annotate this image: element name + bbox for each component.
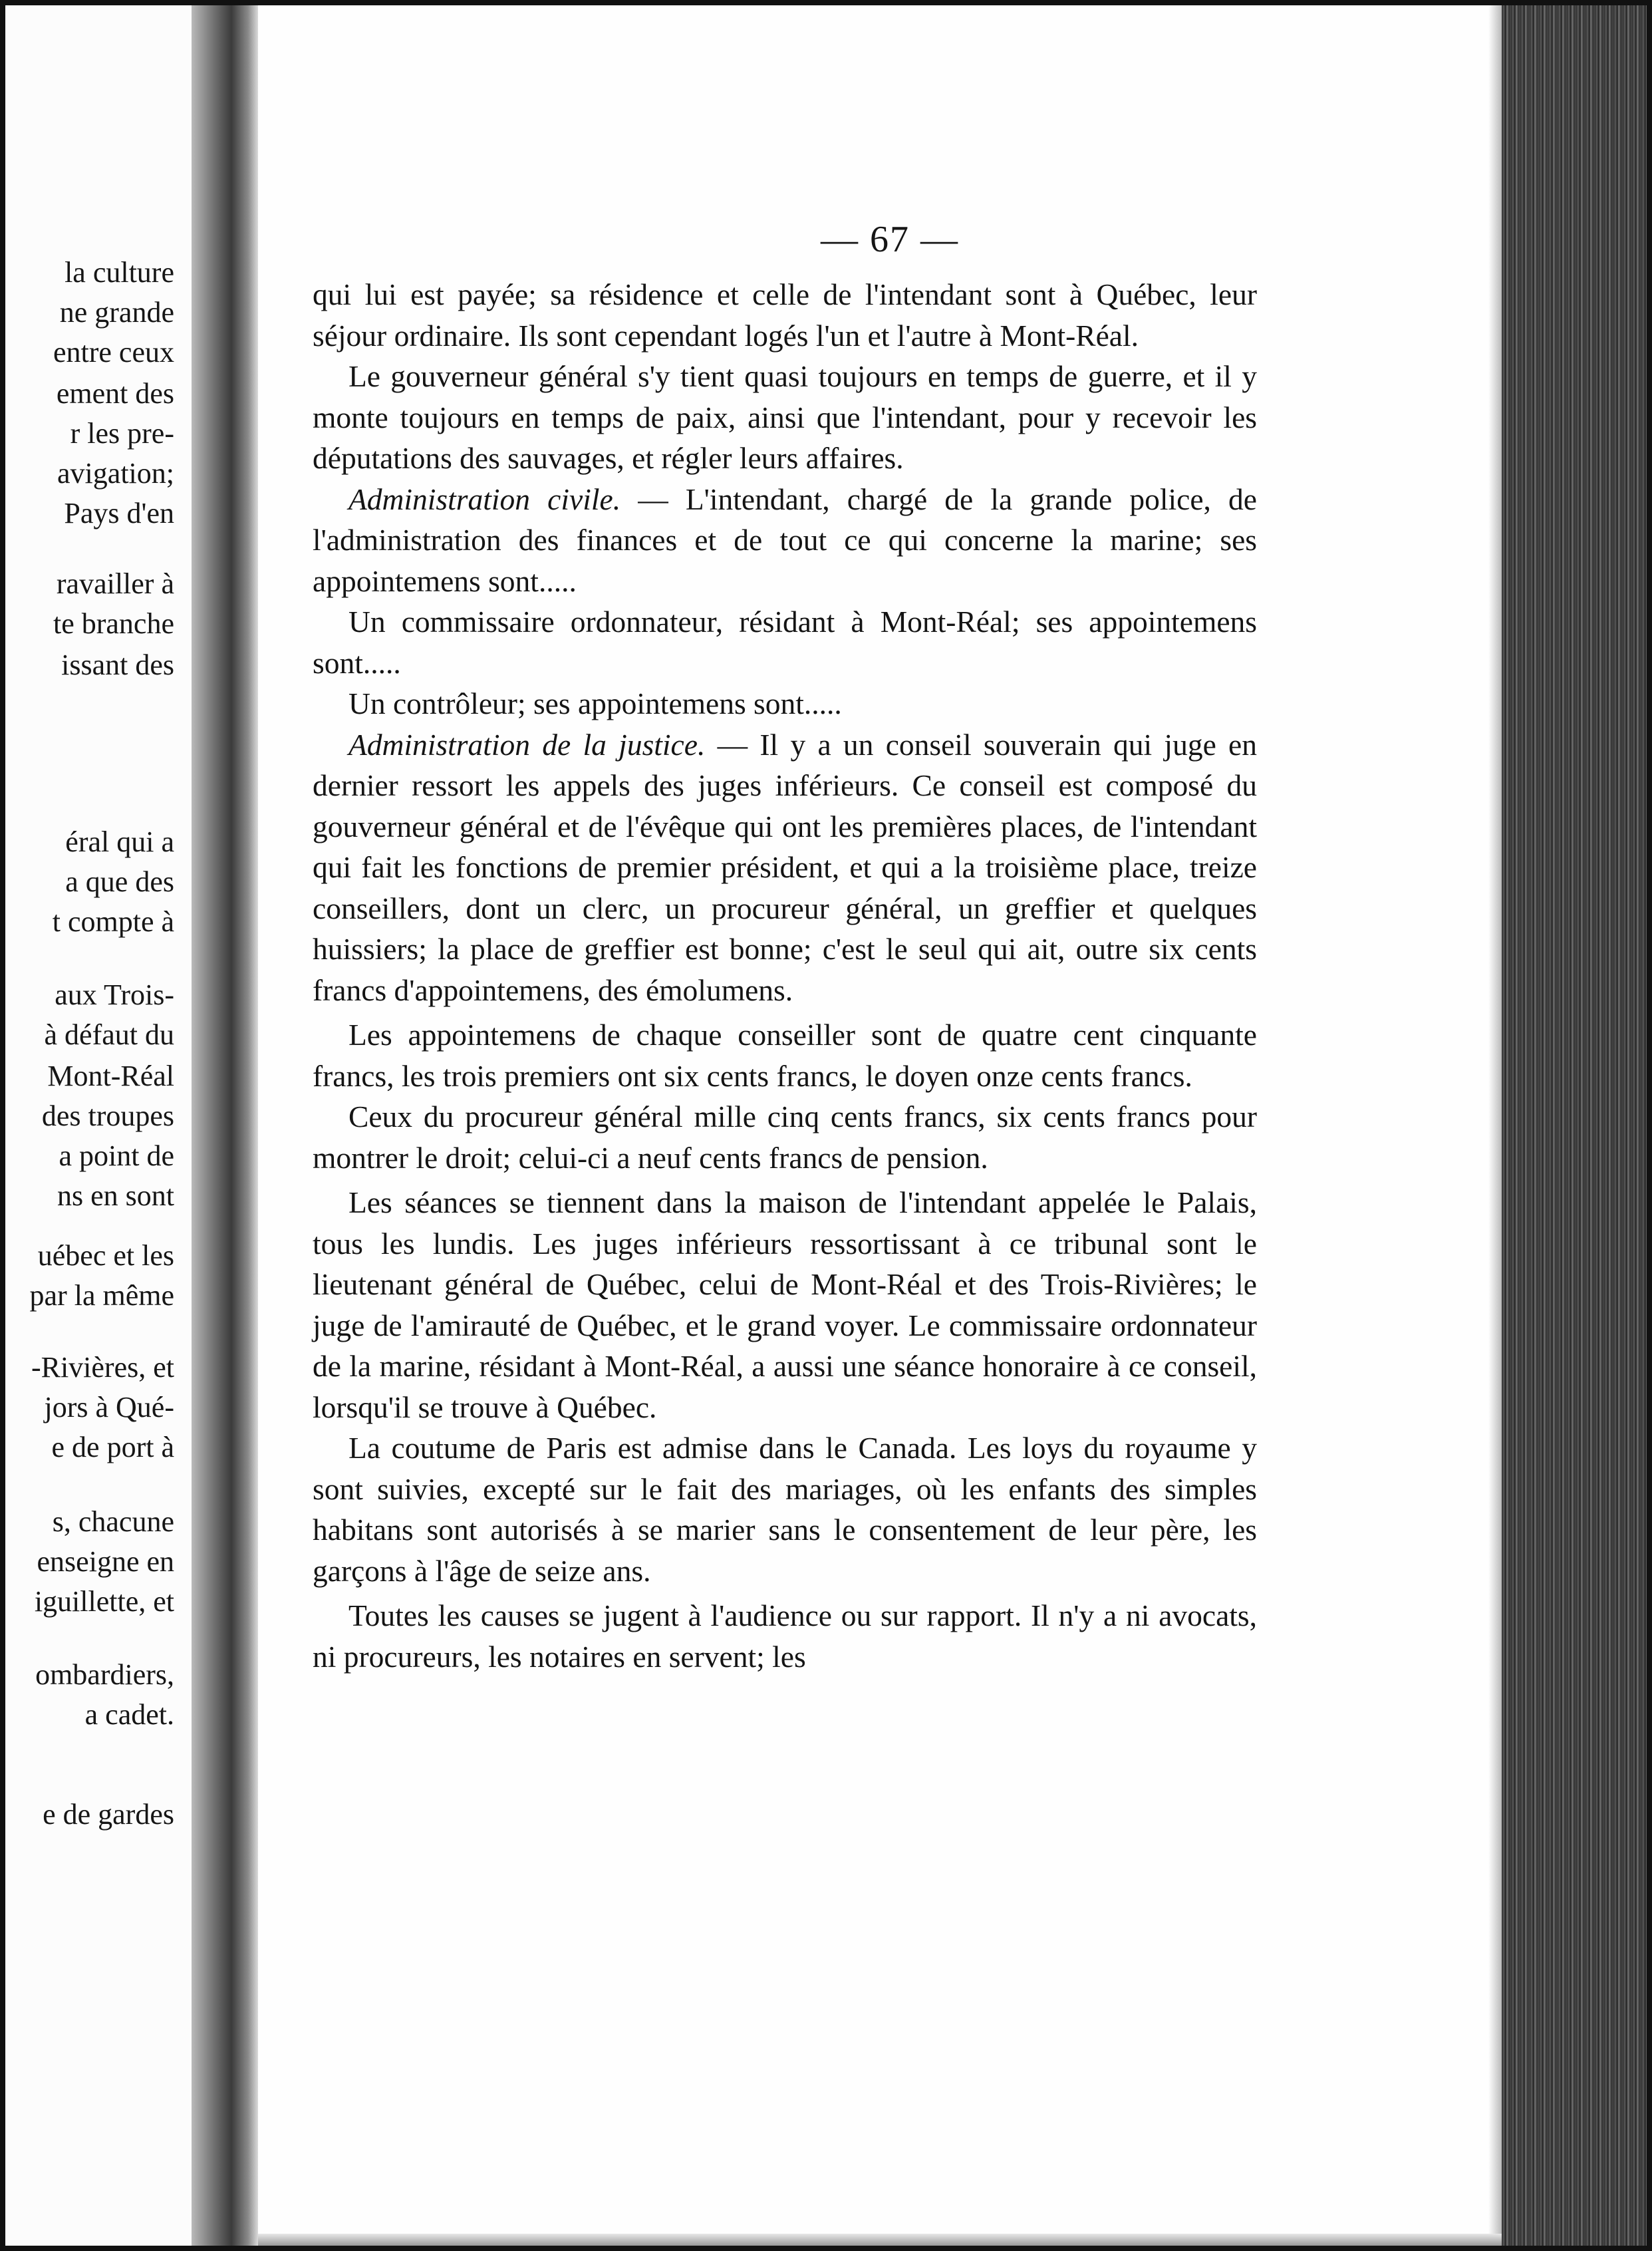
paragraph-11: Toutes les causes se jugent à l'audience ou sur rapport. Il n'y a ni avocats, ni procureurs, les notaires en servent; les (313, 1598, 1257, 1674)
paragraph-7: Les appointemens de chaque conseiller sont de quatre cent cinquante francs, les trois premiers ont six cents francs, le doyen onze cents francs. (313, 1018, 1257, 1093)
section-heading-civil: Administration civile. (348, 482, 621, 516)
left-page-line: a point de (59, 1139, 174, 1172)
book-gutter (192, 5, 258, 2246)
page-body (313, 274, 1257, 1677)
left-facing-page (5, 5, 192, 2246)
left-page-line: s, chacune (52, 1505, 174, 1538)
paragraph-3-text: — L'intendant, chargé de la grande police, de l'administration des finances et de tout ce qui concerne la marine; ses appointemens sont..... (313, 482, 1257, 598)
left-page-line: ns en sont (57, 1179, 174, 1212)
left-page-line: ombardiers, (35, 1658, 174, 1691)
left-page-line: ravailler à (56, 567, 174, 600)
left-page-line: à défaut du (44, 1018, 174, 1051)
paragraph-10: La coutume de Paris est admise dans le Canada. Les loys du royaume y sont suivies, excepté sur le fait des mariages, où les enfants des simples habitans sont autorisés à se marier sans le consentement de leur père, les garçons à l'âge de seize ans. (313, 1431, 1257, 1588)
left-page-line: a cadet. (84, 1698, 174, 1731)
main-page (258, 5, 1502, 2246)
paragraph-1: qui lui est payée; sa résidence et celle de l'intendant sont à Québec, leur séjour ordinaire. Ils sont cependant logés l'un et l'autre à Mont-Réal. (313, 277, 1257, 353)
left-page-line: entre ceux (53, 336, 174, 369)
paragraph-3 (313, 479, 1257, 602)
left-page-line: la culture (65, 256, 174, 289)
paragraph-6 (313, 724, 1257, 1011)
left-page-line: enseigne en (37, 1545, 174, 1578)
left-page-line: a que des (65, 865, 174, 898)
left-page-line: ne grande (59, 296, 174, 329)
left-page-line: iguillette, et (34, 1585, 174, 1618)
left-page-line: uébec et les (37, 1239, 174, 1272)
section-heading-justice: Administration de la justice. (348, 727, 706, 762)
left-page-line: par la même (29, 1279, 174, 1312)
left-page-line: éral qui a (65, 825, 174, 858)
left-page-line: e de gardes (43, 1798, 174, 1831)
scan-frame (5, 5, 1647, 2246)
paragraph-4: Un commissaire ordonnateur, résidant à Mont-Réal; ses appointemens sont..... (313, 605, 1257, 680)
paragraph-8: Ceux du procureur général mille cinq cents francs, six cents francs pour montrer le droit; celui-ci a neuf cents francs de pension. (313, 1100, 1257, 1175)
book-fore-edge (1502, 5, 1647, 2246)
left-page-line: e de port à (51, 1431, 174, 1463)
page-number: — 67 — (821, 219, 959, 260)
left-page-line: des troupes (41, 1100, 174, 1132)
left-page-line: -Rivières, et (31, 1351, 174, 1384)
left-page-line: issant des (61, 649, 174, 681)
left-page-line: aux Trois- (55, 978, 174, 1011)
left-page-line: t compte à (52, 905, 174, 938)
paragraph-9: Les séances se tiennent dans la maison de l'intendant appelée le Palais, tous les lundis. Les juges inférieurs ressortissant à ce tribunal sont le lieutenant général de Québec, celui de Mont-Réal et des Trois-Rivières; le juge de l'amirauté de Québec, et le grand voyer. Le commissaire ordonnateur de la marine, résidant à Mont-Réal, a aussi une séance honoraire à ce conseil, lorsqu'il se trouve à Québec. (313, 1185, 1257, 1424)
paragraph-6-text: — Il y a un conseil souverain qui juge en dernier ressort les appels des juges inférieurs. Ce conseil est composé du gouverneur général et de l'évêque qui ont les premières places, de l'intendant qui fait les fonctions de premier président, et qui a la troisième place, treize conseillers, dont un clerc, un procureur général, un greffier et quelques huissiers; la place de greffier est bonne; c'est le seul qui ait, outre six cents francs d'appointemens, des émolumens. (313, 727, 1257, 1007)
paragraph-2: Le gouverneur général s'y tient quasi toujours en temps de guerre, et il y monte toujours en temps de paix, ainsi que l'intendant, pour y recevoir les députations des sauvages, et régler leurs affaires. (313, 359, 1257, 475)
left-page-line: Mont-Réal (47, 1060, 174, 1092)
page-bottom-edge (258, 2234, 1502, 2246)
paragraph-5: Un contrôleur; ses appointemens sont..... (348, 686, 842, 720)
left-page-line: te branche (53, 607, 174, 640)
left-page-line: Pays d'en (64, 497, 174, 529)
left-page-line: ement des (56, 377, 174, 410)
left-page-line: r les pre- (70, 417, 174, 450)
left-page-line: avigation; (57, 457, 174, 490)
left-page-line: jors à Qué- (44, 1391, 174, 1424)
